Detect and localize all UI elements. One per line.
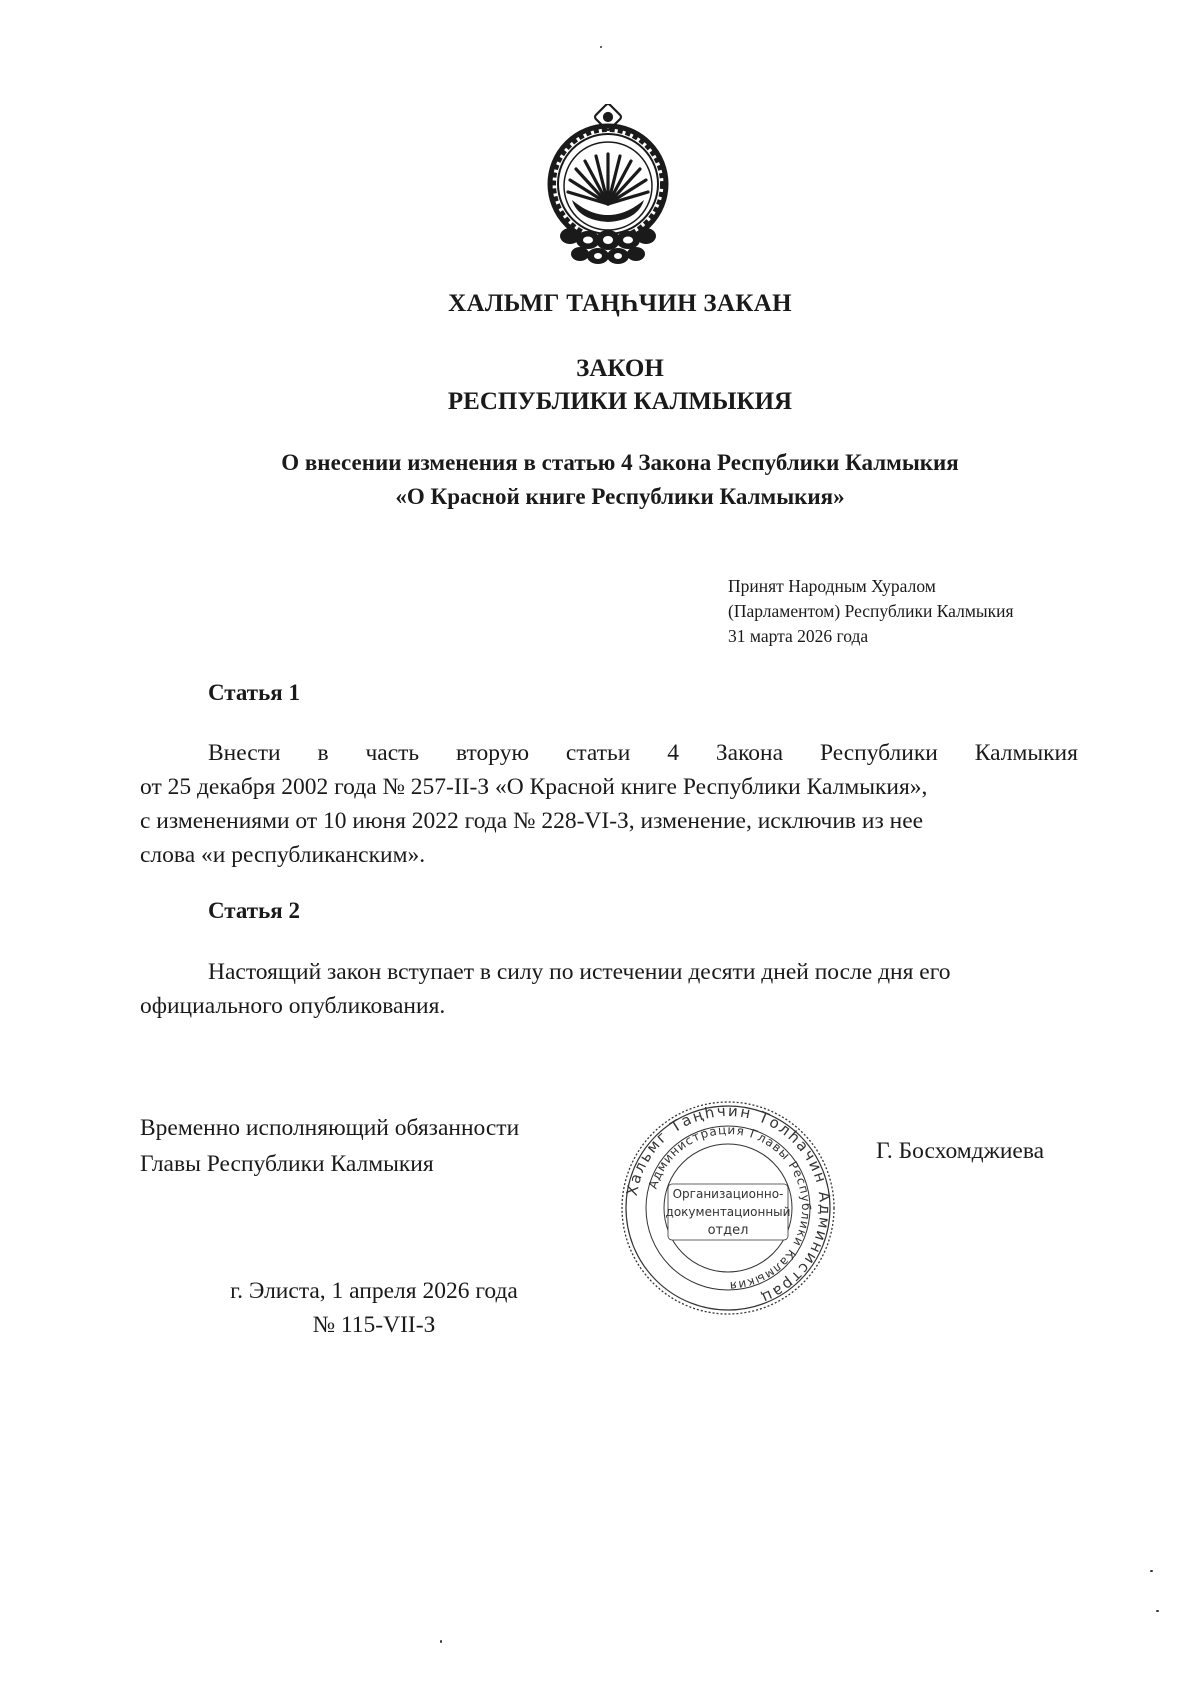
- adoption-note-line-1: Принят Народным Хуралом: [728, 576, 936, 596]
- word: Калмыкия: [974, 740, 1078, 766]
- signatory-position-line-1: Временно исполняющий обязанности: [140, 1115, 520, 1141]
- article-2-line-2: официального опубликования.: [140, 993, 446, 1019]
- stamp-center-line-3: отдел: [707, 1223, 749, 1238]
- scan-speck: [600, 46, 602, 48]
- emblem-of-kalmykia-icon: [538, 104, 678, 272]
- word: в: [317, 740, 329, 766]
- law-title-line-1: О внесении изменения в статью 4 Закона Республики Калмыкия: [281, 450, 959, 475]
- signatory-name: Г. Босхомджиева: [876, 1138, 1045, 1164]
- word: статьи: [565, 740, 631, 766]
- article-1-line-1: [140, 736, 1078, 770]
- signatory-position-line-2: Главы Республики Калмыкия: [140, 1151, 434, 1177]
- word: Внести: [208, 740, 281, 766]
- stamp-center-line-1: Организационно-: [672, 1187, 784, 1201]
- place-date-line: г. Элиста, 1 апреля 2026 года: [230, 1278, 518, 1304]
- article-1-text: [140, 736, 1078, 872]
- scan-speck: [1156, 1610, 1159, 1612]
- word: Республики: [819, 740, 938, 766]
- article-1-heading: Статья 1: [208, 680, 300, 705]
- adoption-note: [728, 574, 1014, 649]
- word: вторую: [456, 740, 530, 766]
- article-1-line-3: с изменениями от 10 июня 2022 года № 228-VI-З, изменение, исключив из нее: [140, 808, 924, 834]
- stamp-center-line-2: документационный: [665, 1205, 791, 1219]
- stamp-inner-text: Администрация Главы Республики Калмыкия: [645, 1122, 814, 1294]
- kalmyk-law-title: ХАЛЬМГ ТАҢҺЧИН ЗАКАН: [448, 290, 792, 317]
- scan-speck: [440, 1640, 442, 1643]
- word: часть: [365, 740, 420, 766]
- law-number: № 115-VII-З: [312, 1312, 436, 1338]
- signatory-position: [140, 1110, 519, 1182]
- stamp-outer-text: Хальмг Таңһчин Толһачин Администрац: [622, 1101, 835, 1308]
- official-stamp-icon: [618, 1098, 838, 1318]
- article-1-line-4: слова «и республиканским».: [140, 842, 426, 868]
- law-label: ЗАКОН: [576, 355, 664, 382]
- republic-label: РЕСПУБЛИКИ КАЛМЫКИЯ: [447, 388, 793, 415]
- article-1-line-2: от 25 декабря 2002 года № 257-II-З «О Красной книге Республики Калмыкия»,: [140, 774, 928, 800]
- adoption-note-line-2: (Парламентом) Республики Калмыкия: [728, 601, 1014, 621]
- article-2-line-1: Настоящий закон вступает в силу по истечении десяти дней после дня его: [208, 959, 951, 985]
- article-2-heading: Статья 2: [208, 898, 300, 923]
- word: Закона: [715, 740, 784, 766]
- word: 4: [667, 740, 679, 766]
- place-and-date: [204, 1274, 544, 1342]
- adoption-date: 31 марта 2026 года: [728, 626, 869, 646]
- law-title-line-2: «О Красной книге Республики Калмыкия»: [395, 484, 845, 509]
- article-2-text: [140, 955, 1078, 1023]
- scan-speck: [1150, 1570, 1153, 1572]
